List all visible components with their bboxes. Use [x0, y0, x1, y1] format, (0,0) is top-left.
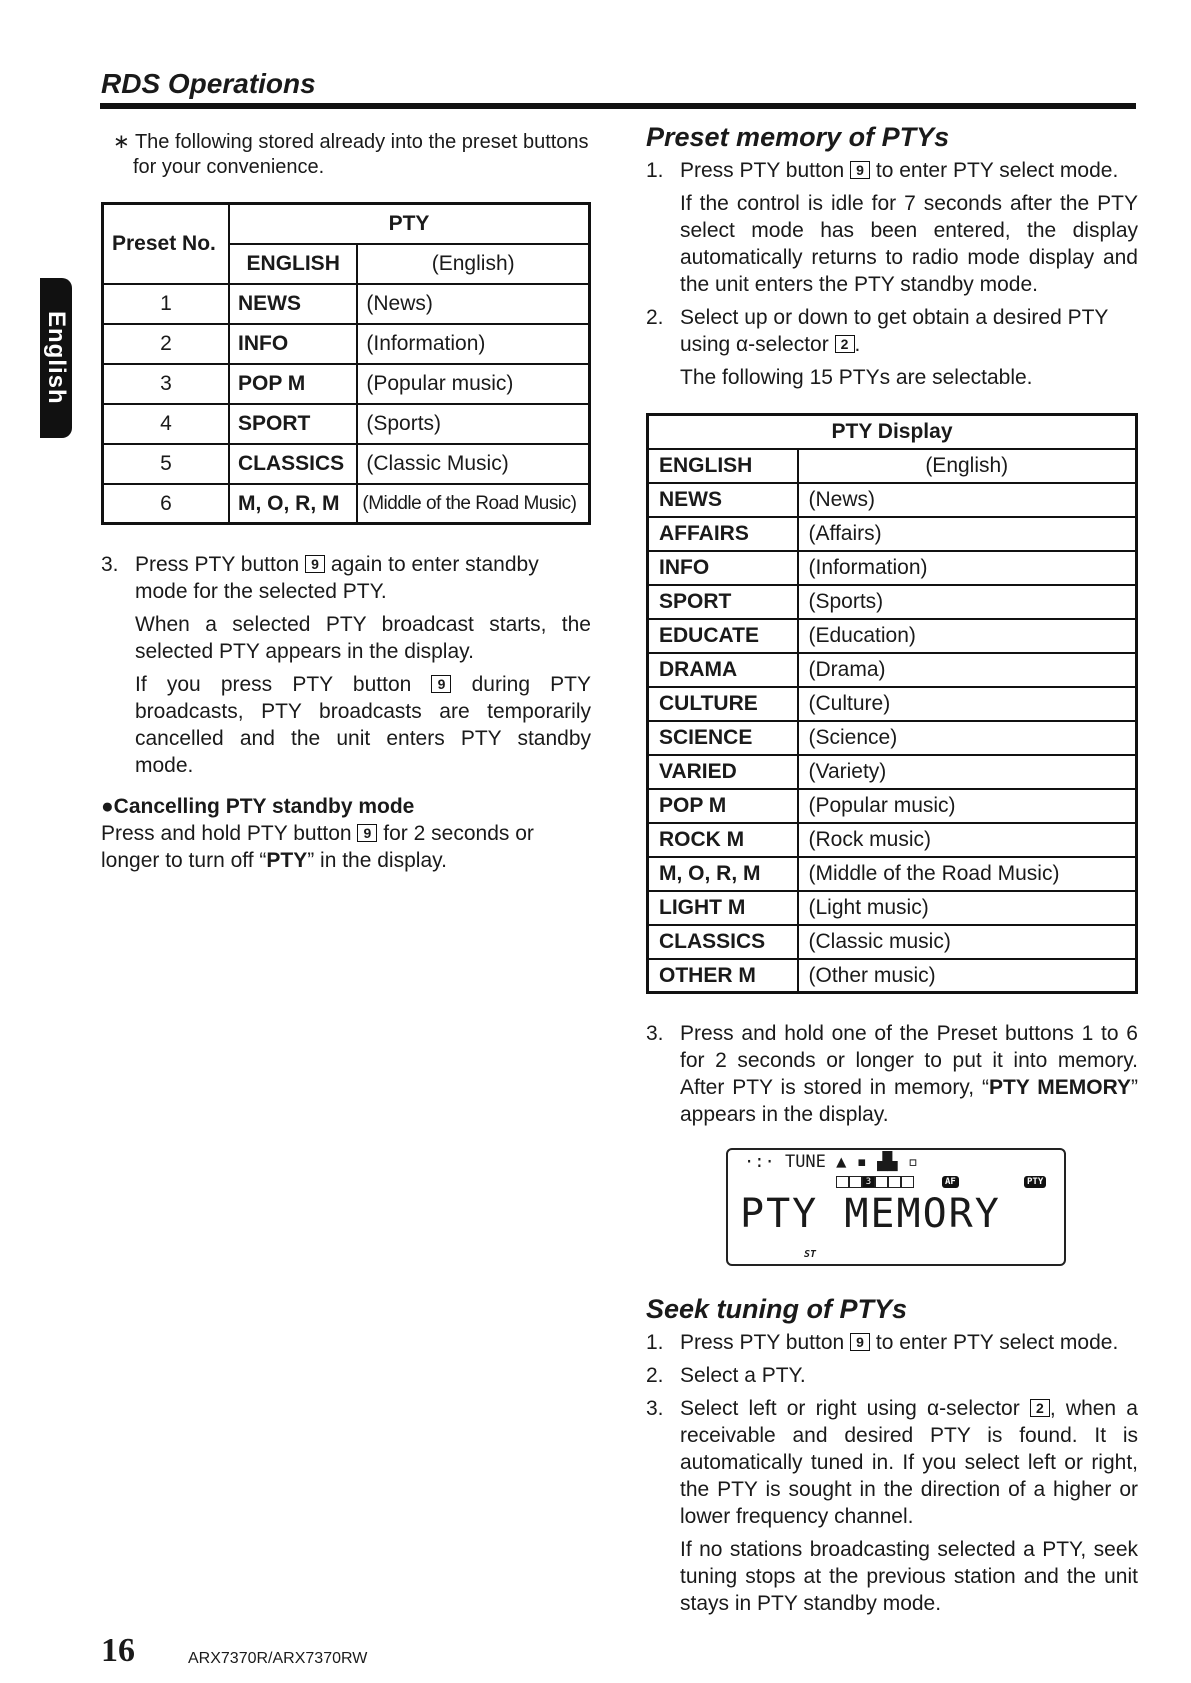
pty-code: VARIED — [648, 755, 798, 789]
language-tab — [40, 278, 72, 438]
text: during PTY broadcasts, PTY broadcasts are temporarily cancelled and the unit enters PTY standby mode. — [135, 673, 591, 777]
text-bold: PTY MEMORY — [988, 1076, 1131, 1099]
step-number: 1. — [646, 1331, 664, 1354]
text: for 2 seconds or longer to turn off “ — [101, 822, 534, 872]
pty-code: POP M — [229, 364, 357, 404]
language-tab-label: English — [43, 311, 70, 405]
pty-code: SPORT — [648, 585, 798, 619]
model-number: ARX7370R/ARX7370RW — [188, 1650, 368, 1667]
table-row — [648, 721, 1137, 755]
pty-code: M, O, R, M — [648, 857, 798, 891]
table-row — [648, 857, 1137, 891]
table-row — [103, 364, 590, 404]
section-heading: Preset memory of PTYs — [646, 122, 950, 152]
text: Press PTY button — [135, 553, 300, 576]
paragraph: The following 15 PTYs are selectable. — [680, 366, 1033, 389]
text: Select a PTY. — [680, 1364, 806, 1387]
pty-code: M, O, R, M — [229, 484, 357, 524]
step-number: 1. — [646, 159, 664, 182]
step-2 — [646, 304, 1138, 358]
paragraph: When a selected PTY broadcast starts, the selected PTY appears in the display. — [135, 613, 591, 663]
text: to enter PTY select mode. — [875, 159, 1119, 182]
stereo-indicator: ST — [804, 1249, 817, 1260]
pty-display-table — [646, 413, 1138, 994]
preset-no: 6 — [103, 484, 230, 524]
pty-name: (Classic music) — [798, 925, 1137, 959]
step-2 — [646, 1362, 1138, 1389]
pty-name: (Rock music) — [798, 823, 1137, 857]
table-row — [103, 484, 590, 524]
pty-name: (Sports) — [357, 404, 589, 444]
af-indicator: AF — [942, 1176, 959, 1188]
pty-code: NEWS — [648, 483, 798, 517]
button-9-key: 9 — [305, 555, 325, 573]
th-pty: PTY — [229, 204, 590, 244]
lcd-display-illustration — [726, 1148, 1066, 1266]
text: again to enter standby mode for the selected PTY. — [135, 553, 539, 603]
left-column — [101, 130, 591, 874]
step-number: 3. — [101, 553, 119, 576]
text-bold: PTY — [266, 849, 308, 872]
pty-code: ROCK M — [648, 823, 798, 857]
page-title: RDS Operations — [101, 68, 316, 99]
pty-name: (Culture) — [798, 687, 1137, 721]
pty-name: (Information) — [798, 551, 1137, 585]
pty-code: NEWS — [229, 284, 357, 324]
selector-2-key: 2 — [835, 335, 855, 353]
text: to enter PTY select mode. — [875, 1331, 1119, 1354]
table-row — [648, 789, 1137, 823]
pty-name: (Classic Music) — [357, 444, 589, 484]
step-number: 2. — [646, 1364, 664, 1387]
th-preset: Preset No. — [103, 204, 230, 284]
pty-code: CLASSICS — [648, 925, 798, 959]
preset-no: 4 — [103, 404, 230, 444]
pty-name: (Variety) — [798, 755, 1137, 789]
pty-code: CULTURE — [648, 687, 798, 721]
pty-code: EDUCATE — [648, 619, 798, 653]
text: . — [854, 333, 861, 356]
selector-2-key: 2 — [1030, 1399, 1050, 1417]
button-9-key: 9 — [431, 675, 451, 693]
step-number: 3. — [646, 1397, 664, 1420]
step-3 — [646, 1020, 1138, 1128]
pty-name: (Education) — [798, 619, 1137, 653]
header-rule — [100, 103, 1136, 109]
text: Press PTY button — [680, 1331, 845, 1354]
pty-name: (Light music) — [798, 891, 1137, 925]
text: ” in the display. — [307, 849, 447, 872]
page-number: 16 — [101, 1632, 135, 1669]
cancel-heading: ●Cancelling PTY standby mode — [101, 795, 415, 818]
table-row — [103, 444, 590, 484]
th-english: ENGLISH — [648, 449, 798, 483]
table-row — [648, 925, 1137, 959]
pty-code: INFO — [229, 324, 357, 364]
step-3 — [101, 551, 591, 605]
table-row — [648, 823, 1137, 857]
th-english2: (English) — [798, 449, 1137, 483]
th-pty-display: PTY Display — [648, 415, 1137, 449]
right-column — [646, 124, 1138, 1617]
lcd-preset-number: 3 — [862, 1176, 875, 1188]
table-row — [648, 517, 1137, 551]
table-row — [648, 687, 1137, 721]
paragraph — [135, 671, 591, 779]
table-row — [648, 585, 1137, 619]
pty-code: LIGHT M — [648, 891, 798, 925]
pty-code: CLASSICS — [229, 444, 357, 484]
pty-indicator: PTY — [1024, 1176, 1046, 1188]
table-row — [103, 404, 590, 444]
pty-code: DRAMA — [648, 653, 798, 687]
pty-code: POP M — [648, 789, 798, 823]
text: If you press PTY button — [135, 673, 412, 696]
table-row — [648, 959, 1137, 993]
pty-code: OTHER M — [648, 959, 798, 993]
text: Press PTY button — [680, 159, 845, 182]
text: Press and hold one of the Preset buttons 1 to 6 for 2 seconds or longer to put it into memory. After PTY is stored in memory, “ — [680, 1022, 1138, 1099]
table-row — [648, 755, 1137, 789]
pty-code: SCIENCE — [648, 721, 798, 755]
button-9-key: 9 — [850, 161, 870, 179]
table-row — [103, 284, 590, 324]
pty-name: (Drama) — [798, 653, 1137, 687]
step-number: 3. — [646, 1022, 664, 1045]
pty-code: SPORT — [229, 404, 357, 444]
step-number: 2. — [646, 306, 664, 329]
pty-name: (Information) — [357, 324, 589, 364]
cancel-text — [101, 820, 591, 874]
table-row — [648, 653, 1137, 687]
text: Select up or down to get obtain a desired PTY using α-selector — [680, 306, 1109, 356]
pty-name: (News) — [798, 483, 1137, 517]
preset-table — [101, 202, 591, 525]
section-heading: Seek tuning of PTYs — [646, 1294, 908, 1324]
table-row — [103, 324, 590, 364]
pty-name: (Middle of the Road Music) — [357, 484, 589, 524]
pty-name: (Sports) — [798, 585, 1137, 619]
step-1 — [646, 1329, 1138, 1356]
preset-no: 5 — [103, 444, 230, 484]
th-english2: (English) — [357, 244, 589, 284]
pty-name: (Middle of the Road Music) — [798, 857, 1137, 891]
button-9-key: 9 — [850, 1333, 870, 1351]
pty-name: (News) — [357, 284, 589, 324]
lcd-preset-indicator — [836, 1176, 914, 1188]
pty-name: (Popular music) — [798, 789, 1137, 823]
text: Press and hold PTY button — [101, 822, 352, 845]
table-row — [648, 483, 1137, 517]
preset-no: 3 — [103, 364, 230, 404]
text: , when a receivable and desired PTY is found. It is automatically tuned in. If you select left or right, the PTY is sought in the direction of a higher or lower frequency channel. — [680, 1397, 1138, 1528]
lcd-tune: ·:· TUNE ▲ ▪ ▟▙ ▫ — [744, 1152, 919, 1172]
pty-name: (Science) — [798, 721, 1137, 755]
th-english: ENGLISH — [229, 244, 357, 284]
table-row — [648, 551, 1137, 585]
lcd-main-text: PTY MEMORY — [740, 1191, 1001, 1237]
paragraph: If no stations broadcasting selected a PTY, seek tuning stops at the previous station and the unit stays in PTY standby mode. — [680, 1538, 1138, 1615]
table-row — [648, 891, 1137, 925]
table-row — [648, 619, 1137, 653]
pty-code: AFFAIRS — [648, 517, 798, 551]
step-3 — [646, 1395, 1138, 1530]
text: ” appears in the display. — [680, 1076, 1138, 1126]
lcd-tune-label: TUNE — [784, 1152, 826, 1172]
button-9-key: 9 — [357, 824, 377, 842]
step-1 — [646, 157, 1138, 184]
pty-name: (Other music) — [798, 959, 1137, 993]
preset-no: 2 — [103, 324, 230, 364]
paragraph: If the control is idle for 7 seconds after the PTY select mode has been entered, the display automatically returns to radio mode display and the unit enters the PTY standby mode. — [680, 192, 1138, 296]
pty-name: (Popular music) — [357, 364, 589, 404]
preset-no: 1 — [103, 284, 230, 324]
pty-code: INFO — [648, 551, 798, 585]
pty-name: (Affairs) — [798, 517, 1137, 551]
note: ∗ The following stored already into the preset buttons for your convenience. — [113, 131, 589, 178]
text: Select left or right using α-selector — [680, 1397, 1020, 1420]
